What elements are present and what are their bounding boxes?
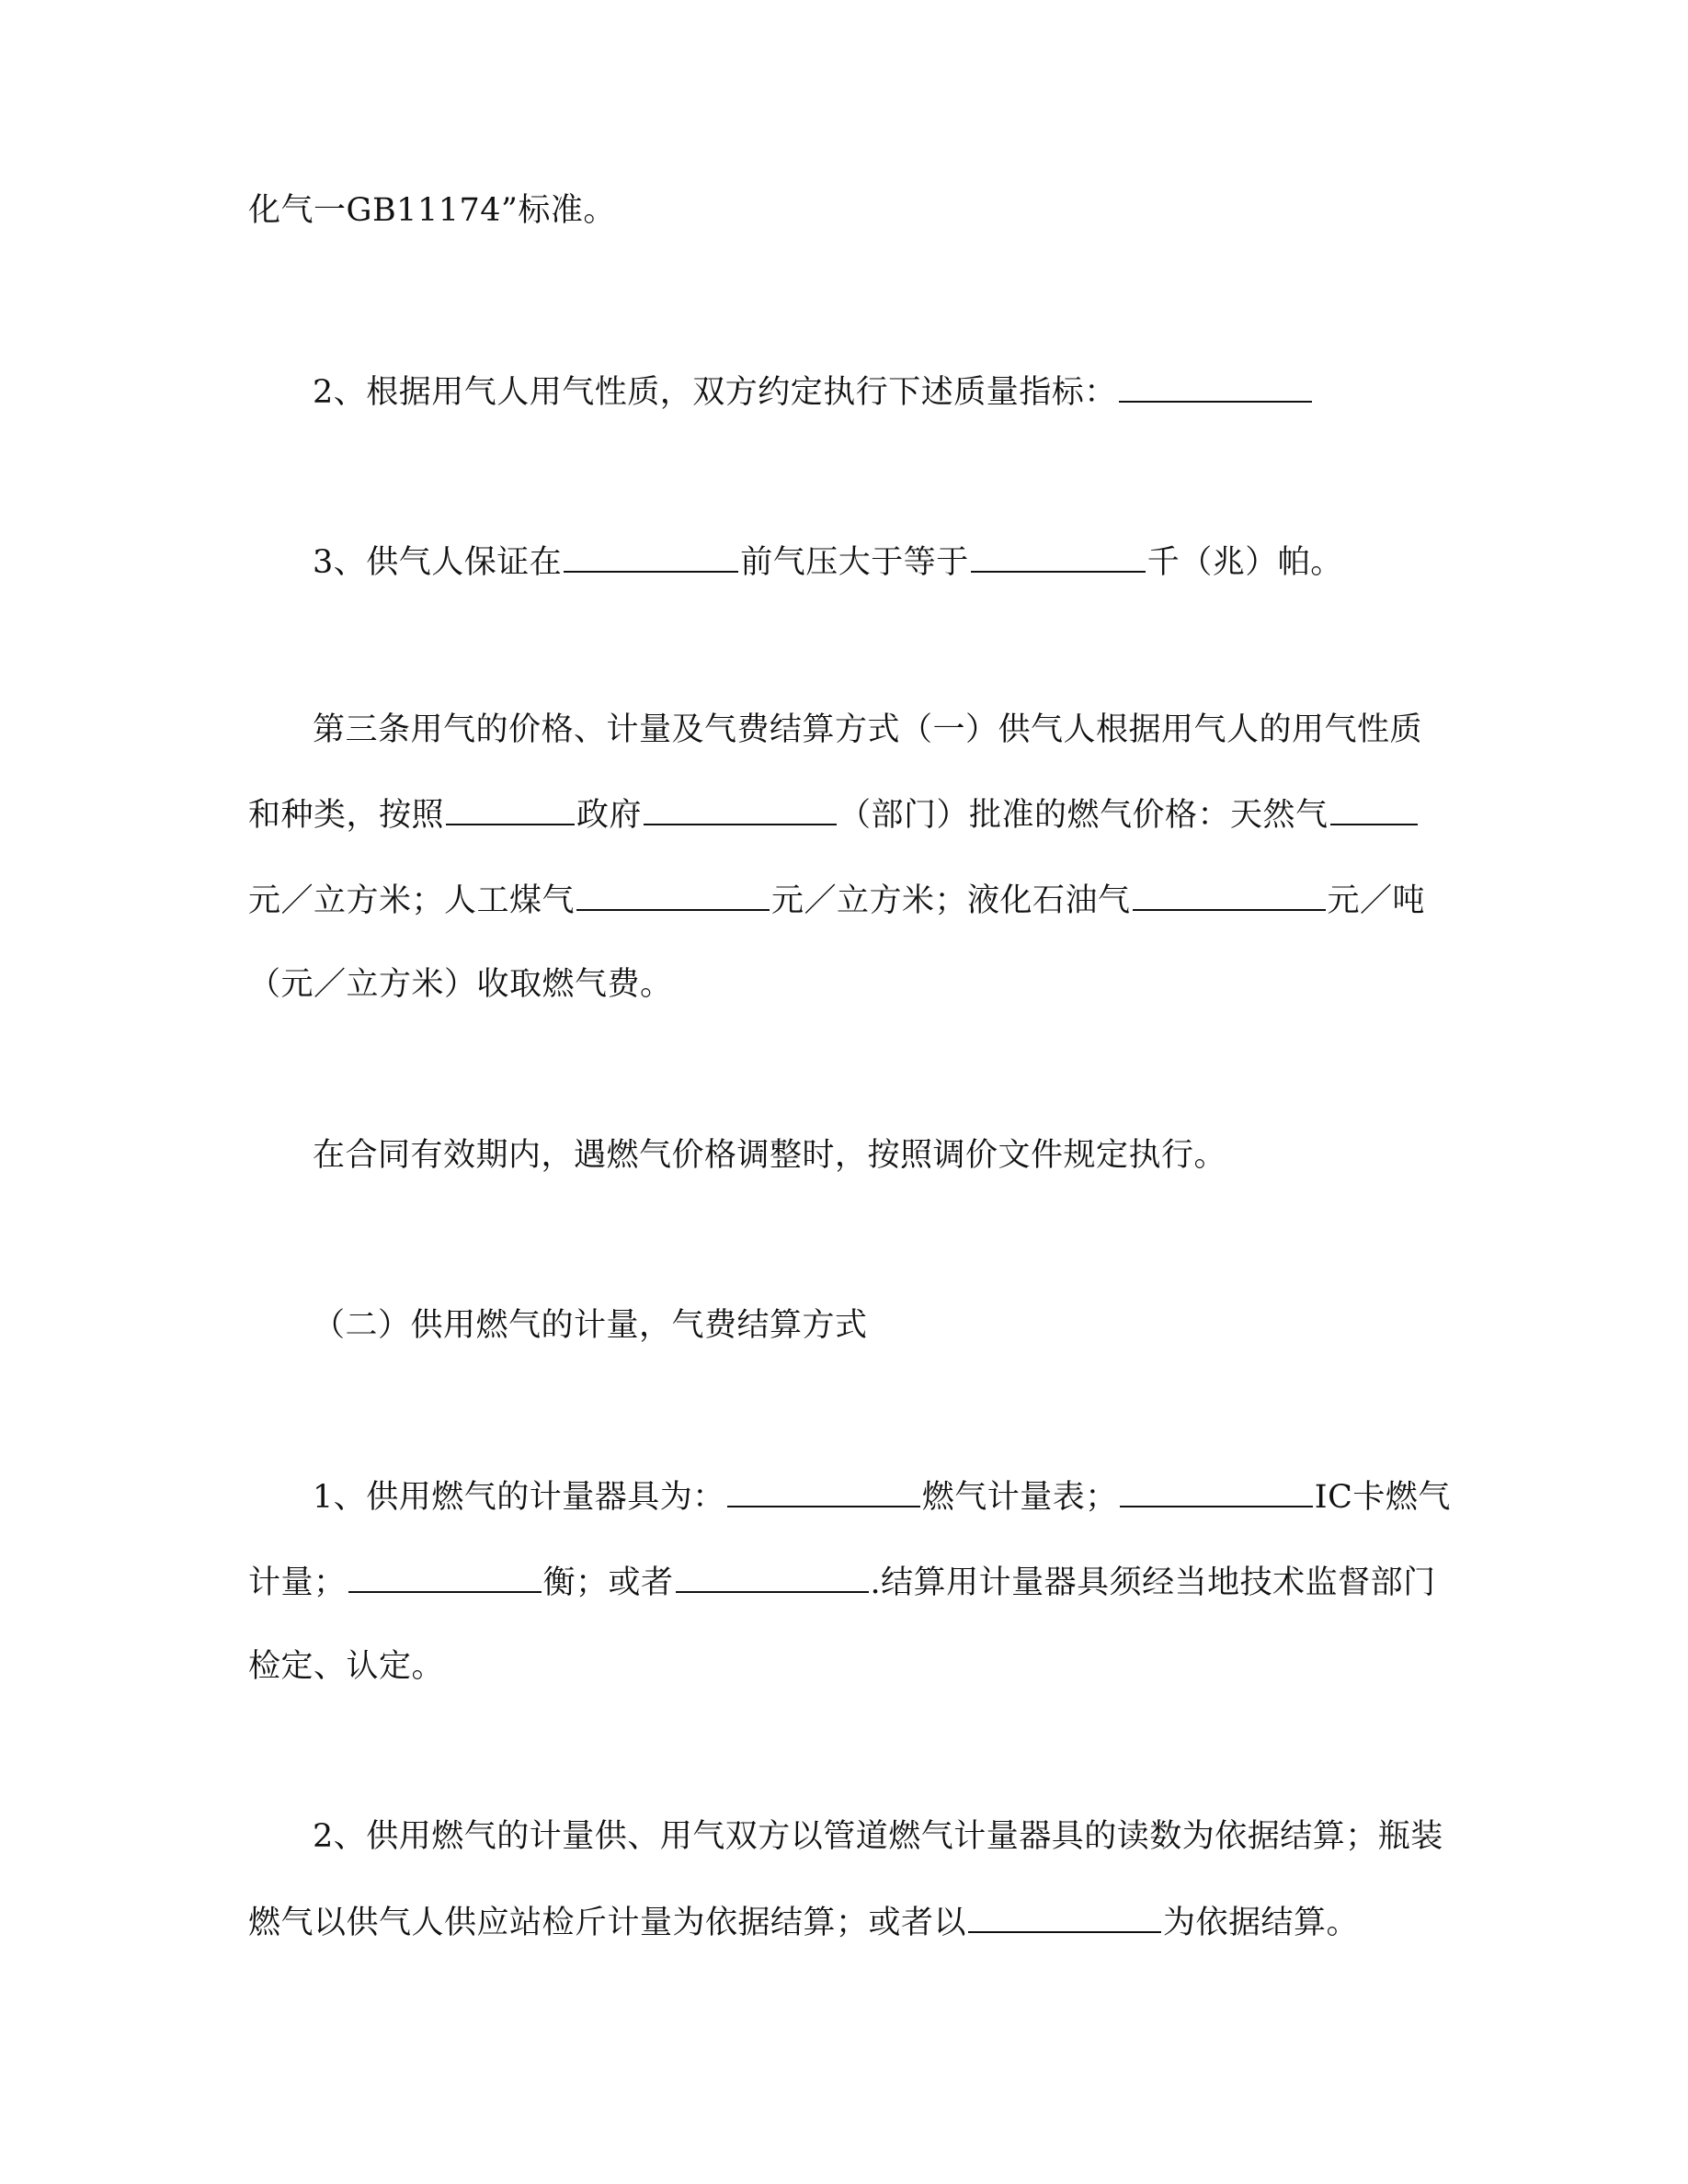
text-fragment: 元／立方米；液化石油气	[771, 882, 1131, 919]
fill-blank	[644, 792, 837, 825]
text-fragment: 政府	[576, 797, 643, 834]
text-fragment: 燃气以供气人供应站检斤计量为依据结算；或者以	[248, 1905, 967, 1941]
fill-blank	[1120, 1474, 1313, 1507]
fill-blank	[1330, 792, 1418, 825]
text-line-1	[248, 188, 616, 233]
text-fragment: IC卡燃气	[1314, 1479, 1451, 1516]
text-line-8	[313, 1133, 1226, 1177]
text-fragment: 前气压大于等于	[740, 544, 969, 581]
text-fragment: 3、供气人保证在	[313, 544, 563, 581]
text-fragment: （部门）批准的燃气价格：天然气	[838, 797, 1329, 834]
text-fragment: 元／吨	[1327, 882, 1426, 919]
text-fragment: 千（兆）帕。	[1146, 544, 1343, 581]
text-fragment: 在合同有效期内，遇燃气价格调整时，按照调价文件规定执行。	[313, 1137, 1227, 1174]
text-line-7	[248, 962, 673, 1007]
fill-blank	[676, 1560, 869, 1593]
text-line-5	[248, 792, 1420, 837]
text-fragment: .结算用计量器具须经当地技术监督部门	[870, 1564, 1436, 1601]
text-fragment: 检定、认定。	[248, 1648, 445, 1685]
fill-blank	[1119, 370, 1312, 403]
fill-blank	[727, 1474, 920, 1507]
text-line-4	[313, 708, 1422, 752]
fill-blank	[971, 540, 1146, 573]
text-fragment: 衡；或者	[542, 1564, 674, 1601]
text-fragment: （二）供用燃气的计量，气费结算方式	[313, 1307, 868, 1344]
text-fragment: （元／立方米）收取燃气费。	[248, 966, 673, 1003]
text-fragment: 1、供用燃气的计量器具为：	[313, 1479, 725, 1516]
text-fragment: 元／立方米；人工煤气	[248, 882, 576, 919]
fill-blank	[576, 878, 770, 911]
fill-blank	[1133, 878, 1326, 911]
text-line-6	[248, 878, 1425, 923]
text-fragment: 化气一GB11174”标准。	[248, 192, 616, 229]
text-line-12	[248, 1644, 444, 1689]
fill-blank	[968, 1900, 1161, 1933]
fill-blank	[564, 540, 738, 573]
text-line-3	[313, 540, 1343, 585]
fill-blank	[348, 1560, 542, 1593]
text-line-10	[313, 1474, 1451, 1519]
text-line-11	[248, 1560, 1436, 1605]
text-fragment: 计量；	[248, 1564, 347, 1601]
text-line-14	[248, 1900, 1359, 1945]
text-line-13	[313, 1814, 1443, 1859]
text-fragment: 为依据结算。	[1163, 1905, 1360, 1941]
text-fragment: 2、根据用气人用气性质，双方约定执行下述质量指标：	[313, 374, 1117, 411]
text-fragment: 和种类，按照	[248, 797, 445, 834]
text-fragment: 燃气计量表；	[921, 1479, 1118, 1516]
text-line-2	[313, 370, 1314, 415]
text-line-9	[313, 1303, 868, 1348]
text-fragment: 2、供用燃气的计量供、用气双方以管道燃气计量器具的读数为依据结算；瓶装	[313, 1818, 1443, 1855]
text-fragment: 第三条用气的价格、计量及气费结算方式（一）供气人根据用气人的用气性质	[313, 711, 1423, 748]
fill-blank	[446, 792, 575, 825]
